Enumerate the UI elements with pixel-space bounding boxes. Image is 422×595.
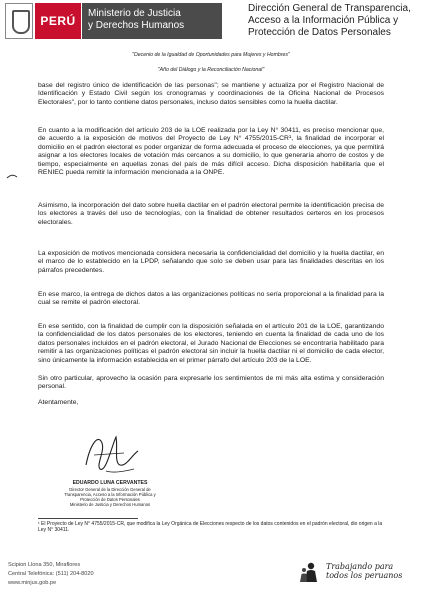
signatory-role-line-1: Director General de la Dirección General de bbox=[69, 487, 151, 492]
office-line-2: Acceso a la Información Pública y bbox=[248, 15, 399, 26]
paragraph-0: base del registro único de identificación de las personas"; se mantiene y actualiza por el Registro Nacional de Identificación y Estado Civil según los cronogramas y coordinaciones de la Oficina Nacional de Procesos Electorales", por lo tanto contiene datos personales, incluso datos sensibles como la huella dactilar. bbox=[38, 82, 384, 106]
people-silhouette-icon bbox=[300, 561, 322, 583]
signatory-role-line-3: Protección de Datos Personales bbox=[80, 497, 140, 502]
signatory-name: EDUARDO LUNA CERVANTES bbox=[72, 480, 148, 486]
footer-phone: Central Telefónica: (511) 204-8020 bbox=[8, 571, 94, 577]
signatory-role-line-4: Ministerio de Justicia y Derechos Humanos bbox=[69, 502, 151, 507]
office-line-1: Dirección General de Transparencia, bbox=[248, 3, 411, 14]
footer-website: www.minjus.gob.pe bbox=[8, 580, 57, 586]
paragraph-5: En ese sentido, con la finalidad de cumplir con la disposición señalada en el artículo 201 de la LOE, garantizando la confidencialidad de los datos personales de los electores, teniendo en cuenta la finalidad de cada uno de los datos personales incluidos en el padrón electoral, el Jurado Nacional de Elecciones se encontraría habilitado para remitir a las organizaciones políticas el padrón electoral sin incluir la huella dactilar ni el domicilio de cada elector, sino únicamente la información establecida en el primer párrafo del artículo 203 de la LOE. bbox=[38, 323, 384, 364]
closing-salutation: Atentamente, bbox=[38, 399, 79, 406]
slogan-line-1: Trabajando para bbox=[326, 562, 394, 571]
peru-shield-icon bbox=[5, 3, 33, 39]
paragraph-4: En ese marco, la entrega de dichos datos a las organizaciones políticas no sería proporcional a la finalidad para la cual se remite el padrón electoral. bbox=[38, 291, 384, 307]
decade-motto: "Decenio de la Igualdad de Oportunidades para Mujeres y Hombres" bbox=[132, 52, 290, 58]
footer-address: Scipion Llona 350, Miraflores bbox=[8, 562, 81, 568]
margin-bracket-icon bbox=[6, 173, 18, 179]
paragraph-1: En cuanto a la modificación del artículo 203 de la LOE realizada por la Ley N° 30411, es preciso mencionar que, de acuerdo a la exposición de motivos del Proyecto de Ley N° 4755/2015-CR¹, la finalidad de incorporar el domicilio en el padrón electoral es poder organizar de forma adecuada el proceso de elecciones, ya que permitirá asignar a los electores locales de votación más cercanos a su domicilio, lo que generaría ahorro de costos y de tiempo, especialmente en aquellas zonas del país de más difícil acceso. Dicha disposición habilitaría que el RENIEC pueda remitir la información mencionada a la ONPE. bbox=[38, 127, 384, 177]
paragraph-6: Sin otro particular, aprovecho la ocasión para expresarle los sentimientos de mi más alta estima y consideración personal. bbox=[38, 375, 384, 391]
footnote: ¹ El Proyecto de Ley N° 4755/2015-CR, que modifica la Ley Orgánica de Elecciones respecto de los datos contenidos en el padrón electoral, dio origen a la Ley N° 30411. bbox=[38, 521, 383, 534]
footnote-divider bbox=[38, 518, 138, 519]
handwritten-signature bbox=[76, 425, 146, 477]
peru-label: PERÚ bbox=[35, 3, 81, 39]
ministry-line-2: y Derechos Humanos bbox=[88, 20, 185, 31]
ministry-name bbox=[82, 3, 222, 39]
office-line-3: Protección de Datos Personales bbox=[248, 27, 391, 38]
footer-slogan bbox=[326, 562, 421, 580]
year-motto: "Año del Diálogo y la Reconciliación Nacional" bbox=[157, 67, 265, 73]
ministry-line-1: Ministerio de Justicia bbox=[88, 8, 181, 19]
ministry-logo bbox=[5, 3, 215, 39]
slogan-line-2: todos los peruanos bbox=[326, 571, 403, 580]
office-title bbox=[248, 3, 420, 39]
paragraph-3: La exposición de motivos mencionada considera necesaria la confidencialidad del domicilio y la huella dactilar, en el marco de lo establecido en la LPDP, señalando que solo se deben usar para las finalidades descritas en los párrafos precedentes. bbox=[38, 250, 384, 274]
paragraph-2: Asimismo, la incorporación del dato sobre huella dactilar en el padrón electoral permite la identificación precisa de los electores a través del uso de tecnologías, con la finalidad de obtener resultados certeros en los procesos electorales. bbox=[38, 202, 384, 226]
signatory-role-line-2: Transparencia, Acceso a la Información Pública y bbox=[64, 492, 156, 497]
